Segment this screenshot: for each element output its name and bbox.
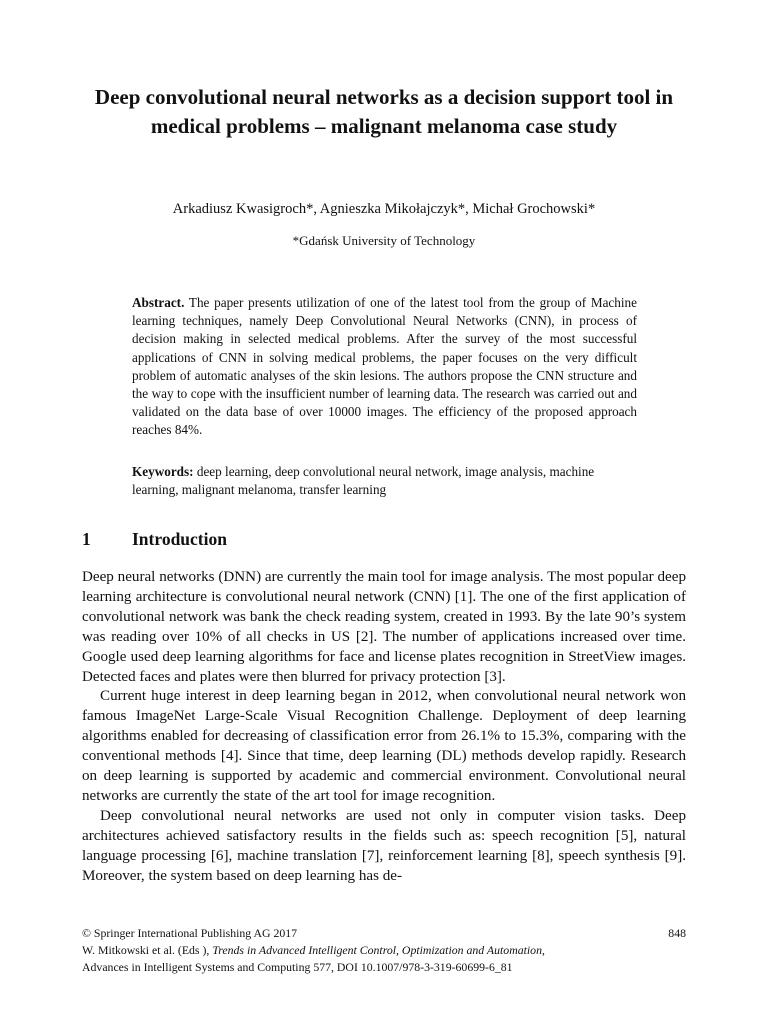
section-title: Introduction [132,529,227,549]
keywords-label: Keywords: [132,464,194,479]
abstract-text: The paper presents utilization of one of the latest tool from the group of Machine learning techniques, namely Deep Convolutional Neural Networks (CNN), in process of decision making in selected medical problems. After the survey of the most successful applications of CNN in solving medical problems, the paper focuses on the very difficult problem of automatic analyses of the skin lesions. The authors propose the CNN structure and the way to cope with the insufficient number of learning data. The research was carried out and validated on the data base of over 10000 images. The efficiency of the proposed approach reaches 84%. [132,295,637,438]
keywords [132,463,637,499]
affiliation: *Gdańsk University of Technology [292,233,476,248]
citation-line: W. Mitkowski et al. (Eds ), Trends in Advanced Intelligent Control, Optimization and Automation, [82,943,545,957]
editors: W. Mitkowski et al. (Eds ), [82,943,210,957]
keywords-text: deep learning, deep convolutional neural network, image analysis, machine learning, malignant melanoma, transfer learning [132,464,595,498]
body-paragraph: Current huge interest in deep learning began in 2012, when convolutional neural network won famous ImageNet Large-Scale Visual Recognition Challenge. Deployment of deep learning algorithms enabled for decreasing of classification error from 26.1% to 15.3%, comparing with the conventional methods [4]. Since that time, deep learning (DL) methods develop rapidly. Research on deep learning is supported by academic and commercial environment. Convolutional neural networks are currently the state of the art tool for image recognition. [82,688,686,804]
book-title: Trends in Advanced Intelligent Control, Optimization and Automation [212,943,542,957]
body-paragraph: Deep convolutional neural networks are used not only in computer vision tasks. Deep architectures achieved satisfactory results in the fields such as: speech recognition [5], natural language processing [6], machine translation [7], reinforcement learning [8], speech synthesis [9]. Moreover, the system based on deep learning has de- [82,807,686,884]
body-paragraph: Deep neural networks (DNN) are currently the main tool for image analysis. The most popular deep learning architecture is convolutional neural network (CNN) [1]. The one of the first application of convolutional network was bank the check reading system, created in 1993. By the late 90’s system was reading over 10% of all checks in US [2]. The number of applications increased over time. Google used deep learning algorithms for face and license plates recognition in StreetView images. Detected faces and plates were then blurred for privacy protection [3]. [82,569,686,685]
page-footer [82,925,686,976]
section-number: 1 [82,529,91,549]
series-line: Advances in Intelligent Systems and Computing 577, DOI 10.1007/978-3-319-60699-6_81 [82,960,513,974]
abstract [132,294,637,440]
section-heading [82,527,227,551]
section-body [82,568,686,887]
page-number: 848 [668,926,686,940]
author-list: Arkadiusz Kwasigroch*, Agnieszka Mikołajczyk*, Michał Grochowski* [172,201,596,217]
abstract-label: Abstract. [132,295,185,310]
paper-title: Deep convolutional neural networks as a decision support tool in medical problems – malignant melanoma case study [94,85,674,138]
copyright-notice: © Springer International Publishing AG 2017 [82,926,298,940]
